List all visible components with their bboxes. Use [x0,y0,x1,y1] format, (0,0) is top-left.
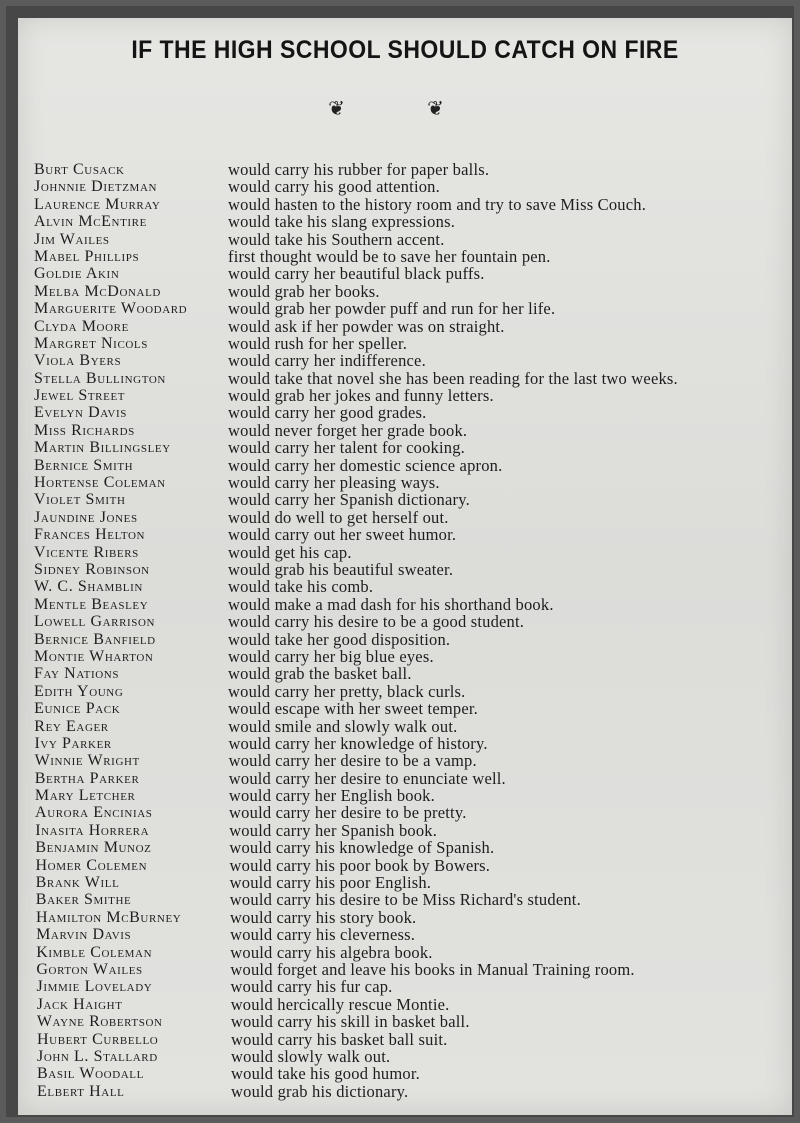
list-item [34,474,794,491]
student-action: would take his Southern accent. [228,229,445,249]
student-name: Inasita Horrera [35,821,150,839]
student-action: would carry her big blue eyes. [228,646,434,666]
list-item [35,770,795,787]
student-name: Baker Smithe [35,891,132,909]
student-name: Homer Colemen [35,856,148,874]
student-action: would hasten to the history room and try to save Miss Couch. [228,194,647,214]
student-name: Mentle Beasley [34,595,149,613]
student-action: would carry his knowledge of Spanish. [229,838,495,858]
entry-list [34,161,794,1100]
student-action: would carry her knowledge of history. [228,733,488,753]
list-item [34,439,794,456]
student-action: would take his good humor. [231,1064,420,1084]
list-item [34,491,794,508]
student-action: would hercically rescue Montie. [230,994,450,1014]
student-name: Jack Haight [36,995,123,1013]
student-action: would carry his skill in basket ball. [230,1012,470,1032]
page-title: IF THE HIGH SCHOOL SHOULD CATCH ON FIRE [131,36,679,64]
list-item [37,978,797,995]
list-item [34,318,794,335]
list-item [35,787,795,804]
student-action: would make a mad dash for his shorthand book. [228,594,554,614]
list-item [34,352,794,369]
student-name: Ivy Parker [34,734,112,752]
student-name: Bernice Smith [34,456,134,474]
student-action: would rush for her speller. [228,333,408,353]
student-name: Melba McDonald [34,282,161,300]
list-item [36,944,796,961]
student-action: would take his slang expressions. [228,212,456,232]
yearbook-page [18,18,792,1115]
student-name: Laurence Murray [34,195,161,213]
list-item [34,265,794,282]
student-action: would take her good disposition. [228,629,451,649]
student-name: Wayne Robertson [36,1013,163,1031]
student-name: John L. Stallard [37,1047,158,1065]
list-item [37,1083,797,1100]
student-name: Aurora Encinias [35,804,153,822]
student-name: Johnnie Dietzman [34,178,158,196]
student-action: would forget and leave his books in Manual Training room. [230,959,635,979]
student-name: Bertha Parker [34,769,140,787]
student-name: Jewel Street [34,387,126,405]
student-action: would carry his poor book by Bowers. [229,855,491,875]
student-action: would carry her indifference. [228,351,426,371]
list-item [34,648,794,665]
list-item [34,231,794,248]
student-name: Alvin McEntire [34,213,147,231]
list-item [34,283,794,300]
student-name: Mabel Phillips [34,247,140,265]
list-item [35,822,795,839]
list-item [34,404,794,421]
student-name: Winnie Wright [34,752,140,770]
student-action: would carry out her sweet humor. [228,525,457,545]
list-item [34,248,794,265]
student-action: would carry her desire to enunciate well. [228,768,506,788]
list-item [34,561,794,578]
student-action: first thought would be to save her fountain pen. [228,246,551,266]
student-action: would carry his desire to be Miss Richard's student. [229,890,581,910]
student-name: Hamilton McBurney [35,908,182,926]
list-item [35,804,795,821]
student-action: would ask if her powder was on straight. [228,316,505,336]
student-action: would escape with her sweet temper. [228,699,478,719]
student-action: would carry her English book. [228,786,435,806]
list-item [36,909,796,926]
student-name: Brank Will [35,874,120,892]
student-name: Montie Wharton [34,647,154,665]
list-item [36,926,796,943]
list-item [34,735,794,752]
list-item [34,526,794,543]
student-action: would carry his good attention. [228,177,440,197]
list-item [37,1065,797,1082]
list-item [36,891,796,908]
student-action: would get his cap. [228,542,352,562]
student-name: Miss Richards [34,421,135,439]
list-item [34,387,794,404]
student-name: Rey Eager [34,717,109,735]
student-name: Gorton Wailes [36,960,143,978]
student-action: would never forget her grade book. [228,420,468,440]
student-action: would slowly walk out. [231,1046,391,1066]
student-name: Violet Smith [34,491,126,509]
ornament-fleurons: ❦ ❦ [328,96,482,120]
student-name: Hubert Curbello [37,1030,159,1048]
student-action: would carry her domestic science apron. [228,455,503,475]
student-action: would take that novel she has been reading for the last two weeks. [228,368,678,388]
student-name: Martin Billingsley [34,439,171,457]
student-name: Evelyn Davis [34,404,127,422]
student-name: Margret Nicols [34,334,148,352]
list-item [37,1048,797,1065]
student-action: would smile and slowly walk out. [228,716,458,736]
list-item [34,683,794,700]
list-item [34,700,794,717]
student-name: Stella Bullington [34,369,166,387]
list-item [36,874,796,891]
student-name: Jim Wailes [34,230,110,248]
list-item [34,665,794,682]
list-item [34,578,794,595]
list-item [34,178,794,195]
student-name: Benjamin Munoz [35,839,152,857]
student-action: would carry her desire to be pretty. [229,803,467,823]
student-action: would take his comb. [228,577,374,597]
student-action: would carry his basket ball suit. [231,1029,448,1049]
student-action: would carry his fur cap. [230,977,393,997]
list-item [34,300,794,317]
student-name: Basil Woodall [37,1065,144,1083]
list-item [34,718,794,735]
student-action: would carry her good grades. [228,403,427,423]
student-name: Frances Helton [34,526,146,544]
list-item [36,857,796,874]
student-name: Mary Letcher [34,787,136,805]
student-name: Goldie Akin [34,265,120,283]
student-action: would carry his algebra book. [230,942,433,962]
student-action: would grab her books. [228,281,380,301]
list-item [34,161,794,178]
list-item [34,196,794,213]
student-action: would carry his poor English. [229,873,432,893]
list-item [34,596,794,613]
list-item [35,839,795,856]
student-name: Burt Cusack [34,161,125,178]
student-action: would carry her desire to be a vamp. [228,751,477,771]
student-name: Bernice Banfield [34,630,156,648]
list-item [34,544,794,561]
student-action: would carry her Spanish dictionary. [228,490,470,510]
student-name: Edith Young [34,682,124,700]
student-name: Vicente Ribers [34,543,139,561]
student-name: Sidney Robinson [34,560,150,578]
list-item [34,213,794,230]
student-name: Jimmie Lovelady [36,978,153,996]
student-name: Hortense Coleman [34,474,166,492]
list-item [34,509,794,526]
student-name: Marvin Davis [36,926,132,944]
student-action: would carry her talent for cooking. [228,438,466,458]
student-action: would grab his beautiful sweater. [228,559,454,579]
list-item [34,457,794,474]
list-item [37,996,797,1013]
list-item [37,1031,797,1048]
list-item [37,1013,797,1030]
student-action: would carry her beautiful black puffs. [228,264,485,284]
student-name: Eunice Pack [34,700,121,718]
list-item [34,613,794,630]
student-action: would carry her Spanish book. [229,820,438,840]
student-action: would carry her pleasing ways. [228,473,440,493]
student-action: would grab the basket ball. [228,664,412,684]
student-action: would carry his story book. [229,907,417,927]
list-item [34,631,794,648]
student-name: Clyda Moore [34,317,129,335]
list-item [34,335,794,352]
student-action: would grab her powder puff and run for her life. [228,299,556,319]
student-action: would carry his rubber for paper balls. [228,160,490,179]
student-action: would carry his cleverness. [230,925,416,945]
student-name: Elbert Hall [37,1082,125,1100]
student-name: Marguerite Woodard [34,300,188,318]
list-item [36,961,796,978]
student-action: would carry her pretty, black curls. [228,681,466,701]
student-action: would grab his dictionary. [231,1081,409,1101]
list-item [34,422,794,439]
student-name: Lowell Garrison [34,613,156,631]
student-name: Fay Nations [34,665,120,683]
student-action: would grab her jokes and funny letters. [228,386,494,406]
student-action: would carry his desire to be a good student. [228,612,525,632]
student-name: W. C. Shamblin [34,578,143,596]
student-name: Viola Byers [34,352,122,370]
student-name: Kimble Coleman [36,943,153,961]
student-action: would do well to get herself out. [228,507,449,527]
student-name: Jaundine Jones [34,508,138,526]
list-item [35,752,795,769]
list-item [34,370,794,387]
